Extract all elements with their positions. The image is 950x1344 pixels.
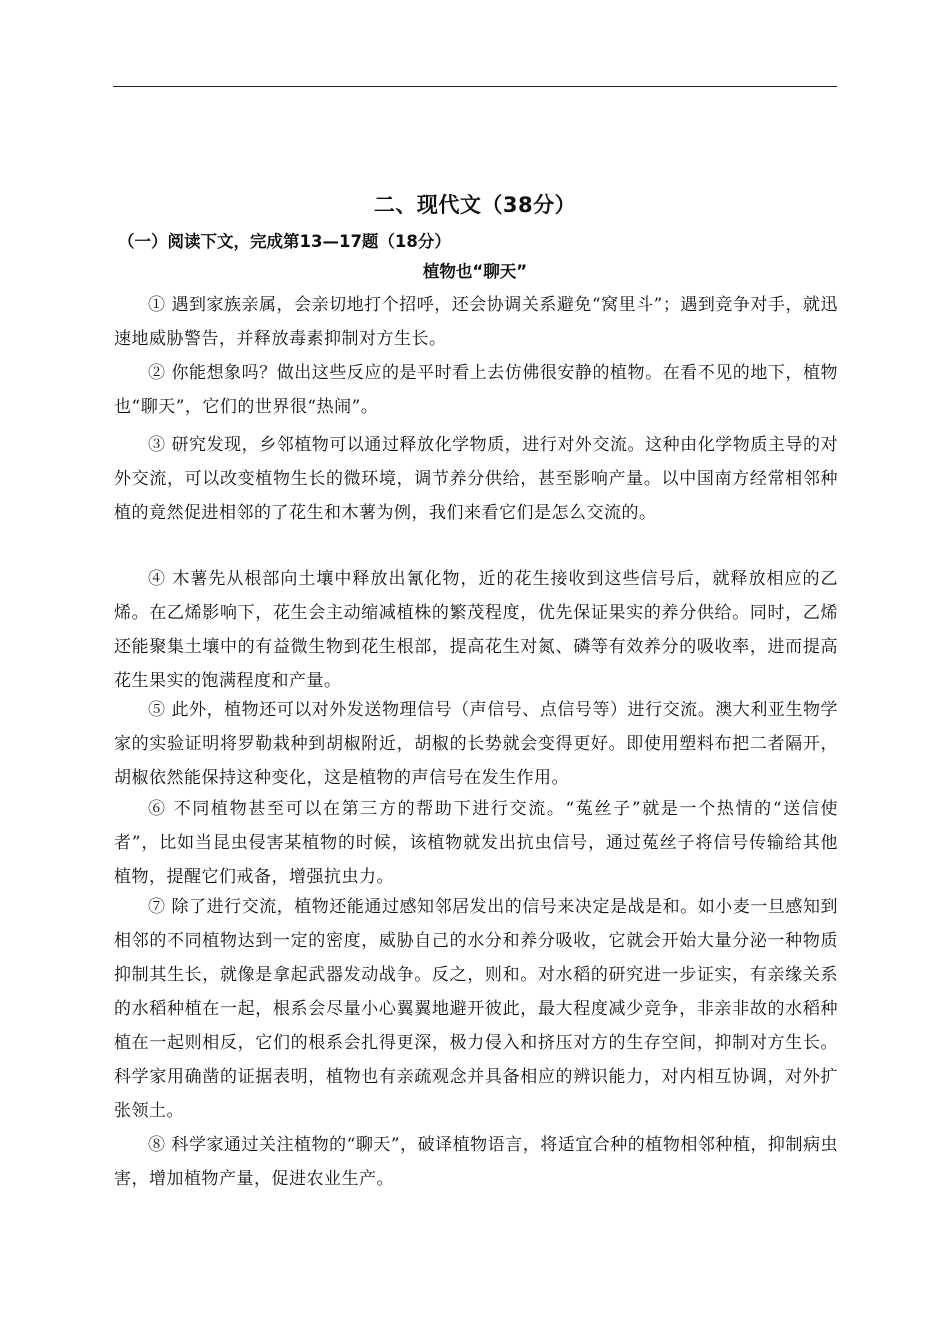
paragraph-6: ⑥ 不同植物甚至可以在第三方的帮助下进行交流。“菟丝子”就是一个热情的“送信使者”，比如当昆虫侵害某植物的时候，该植物就发出抗虫信号，通过菟丝子将信号传输给其他植物，提醒它们戒备，增强抗虫力。 (114, 799, 838, 887)
header-rule (113, 86, 837, 87)
paragraph-8: ⑧ 科学家通过关注植物的“聊天”，破译植物语言，将适宜合种的植物相邻种植，抑制病虫害，增加植物产量，促进农业生产。 (114, 1135, 838, 1189)
paragraph-2: ② 你能想象吗？做出这些反应的是平时看上去仿佛很安静的植物。在看不见的地下，植物也“聊天”，它们的世界很“热闹”。 (114, 363, 838, 417)
part-title: （一）阅读下文，完成第13—17题（18分） (118, 232, 451, 251)
paragraph-4: ④ 木薯先从根部向土壤中释放出氰化物，近的花生接收到这些信号后，就释放相应的乙烯。在乙烯影响下，花生会主动缩减植株的繁茂程度，优先保证果实的养分供给。同时，乙烯还能聚集土壤中的有益微生物到花生根部，提高花生对氮、磷等有效养分的吸收率，进而提高花生果实的饱满程度和产量。 (114, 569, 838, 691)
article-title: 植物也“聊天” (422, 262, 528, 281)
section-title: 二、现代文（38分） (373, 193, 577, 217)
paragraph-7: ⑦ 除了进行交流，植物还能通过感知邻居发出的信号来决定是战是和。如小麦一旦感知到相邻的不同植物达到一定的密度，威胁自己的水分和养分吸收，它就会开始大量分泌一种物质抑制其生长，就像是拿起武器发动战争。反之，则和。对水稻的研究进一步证实，有亲缘关系的水稻种植在一起，根系会尽量小心翼翼地避开彼此，最大程度减少竞争，非亲非故的水稻种植在一起则相反，它们的根系会扎得更深，极力侵入和挤压对方的生存空间，抑制对方生长。科学家用确凿的证据表明，植物也有亲疏观念并具备相应的辨识能力，对内相互协调，对外扩张领土。 (114, 897, 838, 1121)
paragraph-3: ③ 研究发现，乡邻植物可以通过释放化学物质，进行对外交流。这种由化学物质主导的对外交流，可以改变植物生长的微环境，调节养分供给，甚至影响产量。以中国南方经常相邻种植的竟然促进相邻的了花生和木薯为例，我们来看它们是怎么交流的。 (114, 435, 838, 523)
paragraph-1: ① 遇到家族亲属，会亲切地打个招呼，还会协调关系避免“窝里斗”；遇到竞争对手，就迅速地威胁警告，并释放毒素抑制对方生长。 (114, 295, 838, 349)
paragraph-5: ⑤ 此外，植物还可以对外发送物理信号（声信号、点信号等）进行交流。澳大利亚生物学家的实验证明将罗勒栽种到胡椒附近，胡椒的长势就会变得更好。即使用塑料布把二者隔开，胡椒依然能保持这种变化，这是植物的声信号在发生作用。 (114, 700, 838, 788)
